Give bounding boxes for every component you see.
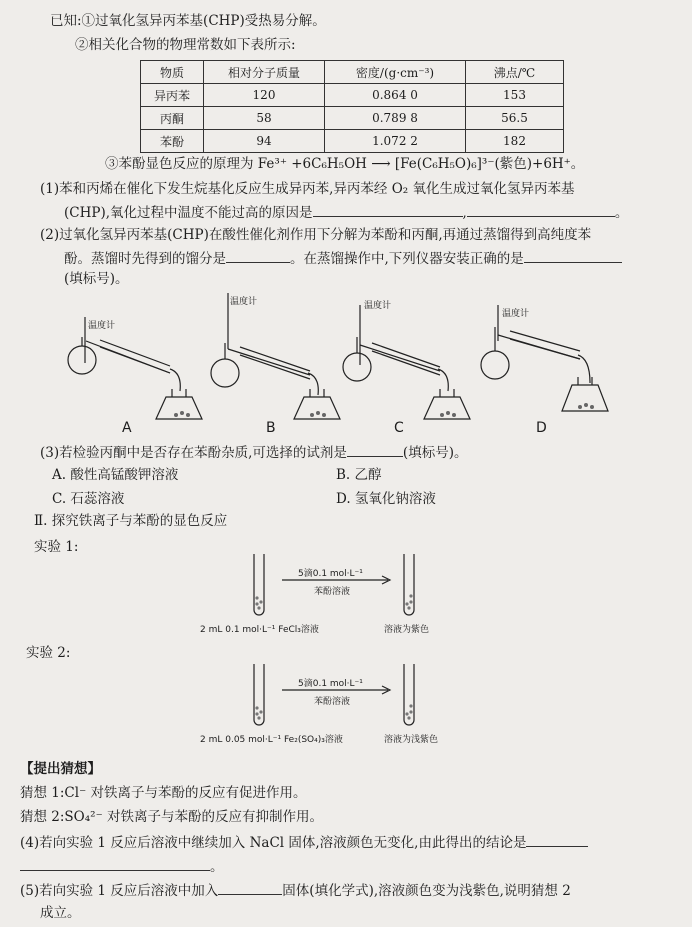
exp1-arrow-top: 5滴0.1 mol·L⁻¹	[298, 569, 363, 579]
q1-line-1: (1)苯和丙烯在催化下发生烷基化反应生成异丙苯,异丙苯经 O₂ 氧化生成过氧化氢异丙苯基	[40, 181, 575, 197]
table-cell: 182	[466, 130, 564, 153]
table-cell: 120	[204, 84, 325, 107]
apparatus-d	[481, 305, 608, 411]
table-header: 密度/(g·cm⁻³)	[325, 61, 466, 84]
q3-stem-text: (3)若检验丙酮中是否存在苯酚杂质,可选择的试剂是	[40, 445, 347, 461]
q3-option-a: A. 酸性高锰酸钾溶液	[52, 467, 179, 483]
q4-line-1-text: (4)若向实验 1 反应后溶液中继续加入 NaCl 固体,溶液颜色无变化,由此得出的结论是	[20, 835, 527, 851]
q3-stem	[40, 442, 467, 462]
q5-line-1	[20, 880, 571, 900]
q4-line-1	[20, 832, 588, 852]
apparatus-c	[343, 305, 470, 419]
table-cell: 异丙苯	[141, 84, 204, 107]
hypothesis-1: 猜想 1:Cl⁻ 对铁离子与苯酚的反应有促进作用。	[20, 785, 307, 801]
table-cell: 94	[204, 130, 325, 153]
q5-line-1-text-b: 固体(填化学式),溶液颜色变为浅紫色,说明猜想 2	[282, 883, 571, 899]
answer-blank[interactable]	[226, 248, 290, 263]
q2-line-2-text-a: 酚。蒸馏时先得到的馏分是	[64, 251, 226, 267]
apparatus-label-c: C	[394, 420, 404, 436]
exp1-arrow-bottom: 苯酚溶液	[314, 587, 351, 597]
known-line-3: ③苯酚显色反应的原理为 Fe³⁺ +6C₆H₅OH ⟶ [Fe(C₆H₅O)₆]³⁻(紫色)+6H⁺。	[105, 156, 585, 172]
answer-blank[interactable]	[467, 202, 615, 217]
table-header-row	[141, 61, 564, 84]
thermometer-label-a: 温度计	[88, 321, 116, 331]
table-cell: 丙酮	[141, 107, 204, 130]
q5-line-1-text-a: (5)若向实验 1 反应后溶液中加入	[20, 883, 219, 899]
thermometer-label-c: 温度计	[364, 301, 392, 311]
q2-line-2	[64, 248, 622, 268]
table-row	[141, 84, 564, 107]
exp1-label: 实验 1:	[34, 539, 79, 555]
thermometer-label-b: 温度计	[230, 297, 258, 307]
table-cell: 56.5	[466, 107, 564, 130]
table-cell: 0.864 0	[325, 84, 466, 107]
apparatus-label-a: A	[122, 420, 132, 436]
test-tube-icon	[404, 554, 414, 615]
answer-blank[interactable]	[218, 880, 282, 895]
table-cell: 0.789 8	[325, 107, 466, 130]
thermometer-label-d: 温度计	[502, 309, 530, 319]
exp1-right-label: 溶液为紫色	[384, 625, 430, 635]
table-header: 相对分子质量	[204, 61, 325, 84]
table-cell: 苯酚	[141, 130, 204, 153]
q3-option-c: C. 石蕊溶液	[52, 491, 125, 507]
table-row	[141, 130, 564, 153]
hypothesis-title: 【提出猜想】	[20, 761, 101, 777]
table-header: 沸点/℃	[466, 61, 564, 84]
known-line-1: 已知:①过氧化氢异丙苯基(CHP)受热易分解。	[50, 13, 326, 29]
answer-blank[interactable]	[524, 248, 622, 263]
distillation-apparatus-diagram	[60, 285, 630, 430]
exp2-arrow-top: 5滴0.1 mol·L⁻¹	[298, 679, 363, 689]
q2-line-2-text-b: 。在蒸馏操作中,下列仪器安装正确的是	[290, 251, 524, 267]
exp2-arrow-bottom: 苯酚溶液	[314, 697, 351, 707]
part2-title: Ⅱ. 探究铁离子与苯酚的显色反应	[34, 513, 228, 529]
table-row	[141, 107, 564, 130]
q3-option-b: B. 乙醇	[336, 467, 382, 483]
test-tube-icon	[404, 664, 414, 725]
q5-line-2: 成立。	[40, 905, 81, 921]
table-header: 物质	[141, 61, 204, 84]
q2-line-1: (2)过氧化氢异丙苯基(CHP)在酸性催化剂作用下分解为苯酚和丙酮,再通过蒸馏得到高纯度苯	[40, 227, 592, 243]
test-tube-icon	[254, 664, 264, 725]
q1-line-2-text: (CHP),氧化过程中温度不能过高的原因是	[64, 205, 313, 221]
table-cell: 58	[204, 107, 325, 130]
answer-blank[interactable]	[347, 442, 403, 457]
exp2-label: 实验 2:	[26, 645, 71, 661]
apparatus-label-b: B	[266, 420, 276, 436]
hypothesis-2: 猜想 2:SO₄²⁻ 对铁离子与苯酚的反应有抑制作用。	[20, 809, 323, 825]
table-cell: 1.072 2	[325, 130, 466, 153]
answer-blank[interactable]	[526, 832, 588, 847]
q2-line-3: (填标号)。	[64, 271, 129, 287]
table-cell: 153	[466, 84, 564, 107]
known-line-2: ②相关化合物的物理常数如下表所示:	[75, 37, 296, 53]
q1-line-2: (CHP),氧化过程中温度不能过高的原因是 , 。	[64, 202, 628, 222]
apparatus-a	[68, 317, 202, 419]
answer-blank[interactable]	[313, 202, 463, 217]
q3-stem-tail: (填标号)。	[402, 445, 468, 461]
exp1-left-label: 2 mL 0.1 mol·L⁻¹ FeCl₃溶液	[200, 625, 319, 635]
test-tube-icon	[254, 554, 264, 615]
q3-option-d: D. 氢氧化钠溶液	[336, 491, 436, 507]
q4-line-2: 。	[20, 856, 224, 876]
physical-constants-table	[140, 60, 564, 153]
exp2-right-label: 溶液为浅紫色	[384, 735, 439, 745]
exp2-left-label: 2 mL 0.05 mol·L⁻¹ Fe₂(SO₄)₃溶液	[200, 735, 343, 745]
answer-blank[interactable]	[20, 856, 210, 871]
apparatus-b	[211, 293, 340, 419]
apparatus-label-d: D	[536, 420, 547, 436]
